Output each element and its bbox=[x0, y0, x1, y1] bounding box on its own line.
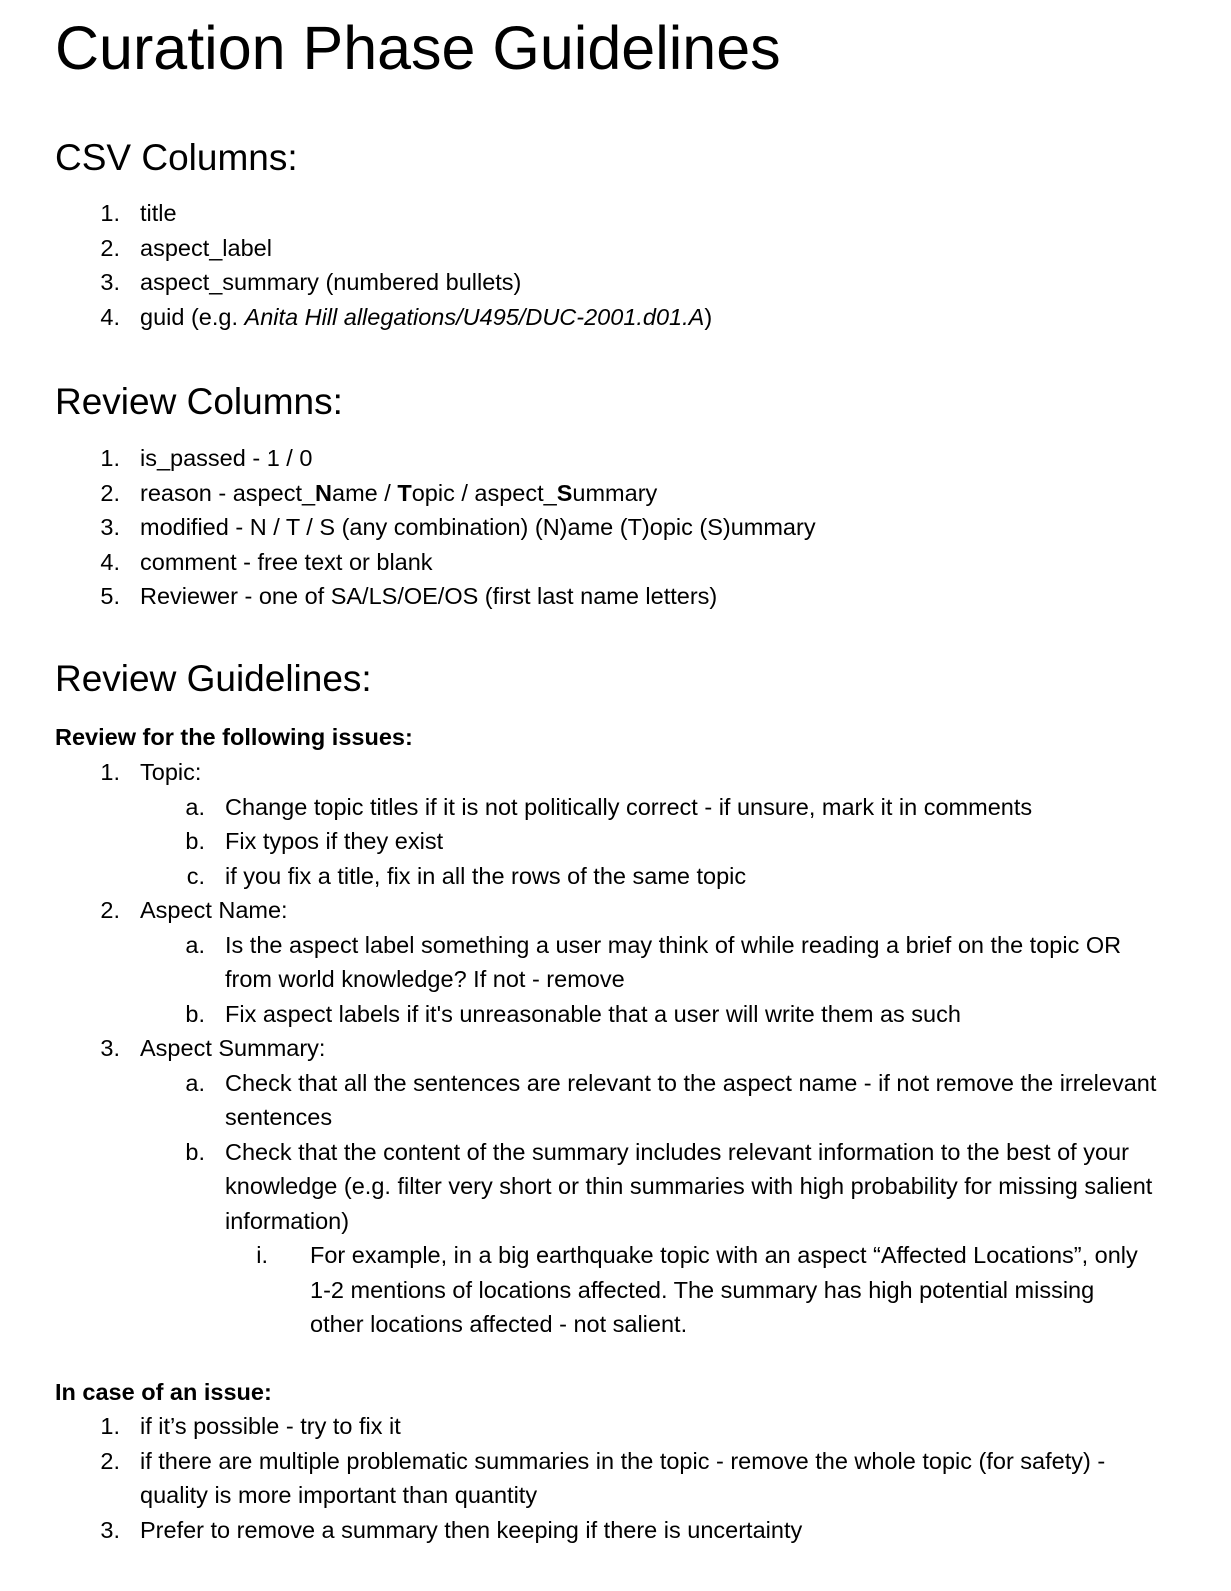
list-item: 2. Aspect Name: bbox=[100, 897, 288, 923]
list-item: b. Check that the content of the summary includes relevant information to the best of your knowledge (e.g. filter very short or thin summaries with high probability for missing salient information) bbox=[185, 1138, 1153, 1234]
list-item: b. Fix aspect labels if it's unreasonable that a user will write them as such bbox=[185, 1000, 961, 1027]
list-item: b. Fix typos if they exist bbox=[185, 828, 444, 854]
list-item: 3. modified - N / T / S (any combination) (N)ame (T)opic (S)ummary bbox=[100, 514, 816, 540]
list-item: 3. Aspect Summary: bbox=[100, 1035, 326, 1061]
list-item: a. Is the aspect label something a user may think of while reading a brief on the topic OR from world knowledge? If not - remove bbox=[185, 931, 1122, 992]
page-title: Curation Phase Guidelines bbox=[55, 14, 781, 82]
list-item: 1. Topic: bbox=[100, 759, 202, 785]
review-guidelines-heading: Review Guidelines: bbox=[55, 658, 372, 699]
csv-columns-heading: CSV Columns: bbox=[55, 137, 298, 178]
list-item: 2. reason - aspect_Name / Topic / aspect_Summary bbox=[100, 479, 658, 506]
list-item: c. if you fix a title, fix in all the rows of the same topic bbox=[186, 862, 747, 889]
list-item: 3. aspect_summary (numbered bullets) bbox=[100, 269, 522, 295]
review-columns-heading: Review Columns: bbox=[55, 381, 343, 422]
list-item: 4. guid (e.g. Anita Hill allegations/U495/DUC-2001.d01.A) bbox=[100, 303, 713, 330]
csv-columns-list bbox=[0, 196, 712, 334]
in-case-heading: In case of an issue: bbox=[55, 1379, 272, 1405]
list-item: 1. if it’s possible - try to fix it bbox=[100, 1413, 401, 1439]
list-item: 2. aspect_label bbox=[100, 234, 272, 261]
review-issues-heading: Review for the following issues: bbox=[55, 724, 413, 750]
guid-example: Anita Hill allegations/U495/DUC-2001.d01.A bbox=[244, 303, 705, 330]
list-item: 3. Prefer to remove a summary then keeping if there is uncertainty bbox=[100, 1516, 803, 1543]
in-case-list bbox=[0, 1409, 1120, 1547]
list-item: 2. if there are multiple problematic summaries in the topic - remove the whole topic (for safety) - quality is more important than quantity bbox=[100, 1447, 1106, 1508]
review-columns-list bbox=[0, 441, 816, 614]
list-item: 1. is_passed - 1 / 0 bbox=[100, 445, 313, 471]
review-issues-list bbox=[0, 755, 1165, 1342]
list-item: 4. comment - free text or blank bbox=[100, 548, 433, 575]
list-item: i. For example, in a big earthquake topic with an aspect “Affected Locations”, only 1-2 mentions of locations affected. The summary has high potential missing other locations affected - not salient. bbox=[256, 1242, 1138, 1337]
list-item: 1. title bbox=[100, 200, 177, 226]
list-item: a. Check that all the sentences are relevant to the aspect name - if not remove the irrelevant sentences bbox=[185, 1069, 1157, 1130]
list-item: 5. Reviewer - one of SA/LS/OE/OS (first last name letters) bbox=[100, 583, 718, 609]
list-item: a. Change topic titles if it is not politically correct - if unsure, mark it in comments bbox=[185, 793, 1033, 820]
